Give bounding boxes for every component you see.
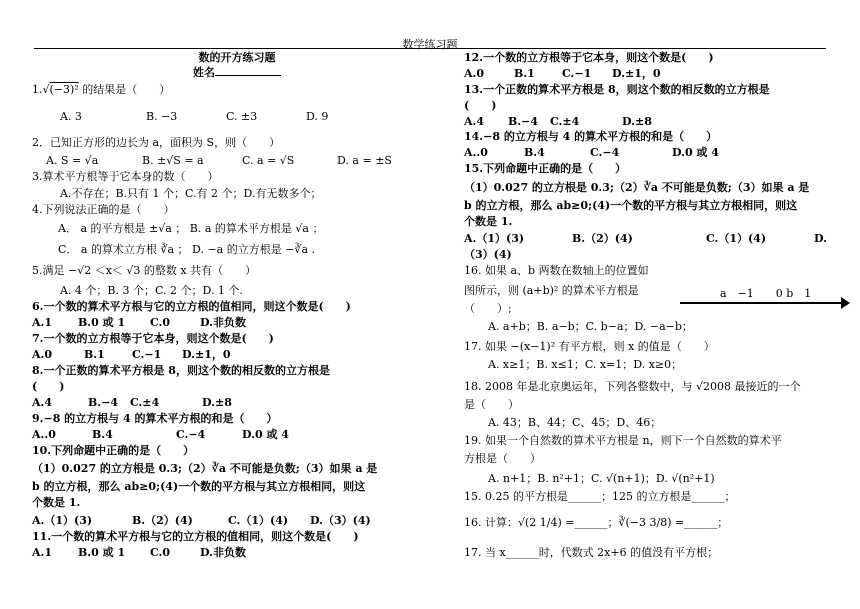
name-blank[interactable] (215, 75, 281, 76)
q17-stem: 17. 如果 −(x−1)² 有平方根，则 x 的值是（ ） (464, 340, 715, 353)
q12-options: A.0 B.1 C.−1 D.±1，0 (464, 67, 661, 80)
q1-stem: 1.√(−3)² 的结果是（ ） (32, 83, 171, 96)
q8-stem-cont: ( ) (32, 380, 65, 393)
number-line-axis (680, 302, 845, 304)
q17-options: A. x≥1；B. x≤1；C. x=1；D. x≥0； (488, 358, 683, 371)
q3-options: A.不存在；B.只有 1 个；C.有 2 个；D.有无数多个； (60, 187, 322, 200)
page-header: 数学练习题 (402, 38, 458, 51)
q12-stem: 12.一个数的立方根等于它本身，则这个数是( ) (464, 51, 714, 64)
q5-options: A. 4 个；B. 3 个；C. 2 个；D. 1 个. (60, 284, 243, 297)
q16-line2: 图所示，则 (a+b)² 的算术平方根是 (464, 284, 639, 297)
q5-stem: 5.满足 −√2 ＜x＜ √3 的整数 x 共有（ ） (32, 264, 257, 277)
q6-stem: 6.一个数的算术平方根与它的立方根的值相同，则这个数是( ) (32, 300, 351, 313)
q2-options: A. S = √a B. ±√S = a C. a = √S D. a = ±S (46, 154, 392, 167)
q1-options: A. 3 B. −3 C. ±3 D. 9 (60, 110, 329, 123)
q2-stem: 2．已知正方形的边长为 a，面积为 S，则（ ） (32, 136, 281, 149)
q18-options: A. 43；B、44；C、45；D、46； (488, 416, 662, 429)
q10-options: A.（1）(3) B.（2）(4) C.（1）(4) D.（3）(4) (32, 514, 371, 527)
q18-stem-cont: 是（ ） (464, 398, 519, 411)
q15-options: A.（1）(3) B.（2）(4) C.（1）(4) D. (464, 232, 827, 245)
q4-options-1: A． a 的平方根是 ±√a ； B. a 的算术平方根是 √a ； (58, 222, 324, 235)
q10-line3: 个数是 1. (32, 496, 81, 509)
q18-stem: 18. 2008 年是北京奥运年，下列各整数中，与 √2008 最接近的一个 (464, 380, 801, 393)
q10-line1: （1）0.027 的立方根是 0.3;（2）∛a 不可能是负数;（3）如果 a 是 (32, 462, 378, 475)
q9-options: A..0 B.4 C.−4 D.0 或 4 (32, 428, 289, 441)
q15-line3: 个数是 1. (464, 215, 513, 228)
q15-options-cont: （3）(4) (464, 248, 512, 261)
arrow-right-icon (841, 297, 850, 309)
name-line: 姓名 (32, 66, 442, 80)
q15-stem: 15.下列命题中正确的是（ ） (464, 162, 627, 175)
fill16-stem: 16. 计算：√(2 1/4) =______；∛(−3 3/8) =______； (464, 516, 729, 529)
q14-options: A..0 B.4 C.−4 D.0 或 4 (464, 146, 719, 159)
number-line (680, 287, 850, 309)
q13-options: A.4 B.−4 C.±4 D.±8 (464, 115, 652, 128)
q16-options: A. a+b；B. a−b；C. b−a；D. −a−b； (488, 320, 693, 333)
q4-stem: 4.下列说法正确的是（ ） (32, 203, 175, 216)
q7-options: A.0 B.1 C.−1 D.±1，0 (32, 348, 231, 361)
worksheet-title: 数的开方练习题 (198, 51, 276, 64)
q19-stem: 19. 如果一个自然数的算术平方根是 n，则下一个自然数的算术平 (464, 434, 782, 447)
q11-stem: 11.一个数的算术平方根与它的立方根的值相同，则这个数是( ) (32, 530, 359, 543)
fill17-stem: 17. 当 x______时，代数式 2x+6 的值没有平方根； (464, 546, 719, 559)
q6-options: A.1 B.0 或 1 C.0 D.非负数 (32, 316, 246, 329)
q16-line1: 16. 如果 a、b 两数在数轴上的位置如 (464, 264, 649, 277)
number-line-labels: a −1 0 b 1 (720, 287, 812, 300)
q13-stem: 13.一个正数的算术平方根是 8，则这个数的相反数的立方根是 (464, 83, 770, 96)
q3-stem: 3.算术平方根等于它本身的数（ ） (32, 170, 219, 183)
q10-line2: b 的立方根，那么 ab≥0;(4)一个数的平方根与其立方根相同，则这 (32, 480, 366, 493)
q14-stem: 14.−8 的立方根与 4 的算术平方根的和是（ ） (464, 130, 718, 143)
q16-line3: （ ）; (464, 302, 512, 315)
q4-options-2: C． a 的算术立方根 ∛a ； D. −a 的立方根是 −∛a . (58, 243, 315, 256)
q19-options: A. n+1；B. n²+1；C. √(n+1)；D. √(n²+1) (488, 472, 715, 485)
q7-stem: 7.一个数的立方根等于它本身，则这个数是( ) (32, 332, 274, 345)
q9-stem: 9.−8 的立方根与 4 的算术平方根的和是（ ） (32, 412, 278, 425)
fill15-stem: 15. 0.25 的平方根是______；125 的立方根是______； (464, 490, 736, 503)
q10-stem: 10.下列命题中正确的是（ ） (32, 444, 195, 457)
q13-stem-cont: ( ) (464, 99, 497, 112)
q15-line2: b 的立方根，那么 ab≥0;(4)一个数的平方根与其立方根相同，则这 (464, 199, 798, 212)
q8-stem: 8.一个正数的算术平方根是 8，则这个数的相反数的立方根是 (32, 364, 330, 377)
header-rule (34, 48, 826, 49)
q8-options: A.4 B.−4 C.±4 D.±8 (32, 396, 232, 409)
q11-options: A.1 B.0 或 1 C.0 D.非负数 (32, 546, 246, 559)
q19-stem-cont: 方根是（ ） (464, 452, 541, 465)
q15-line1: （1）0.027 的立方根是 0.3;（2）∛a 不可能是负数;（3）如果 a 是 (464, 181, 810, 194)
